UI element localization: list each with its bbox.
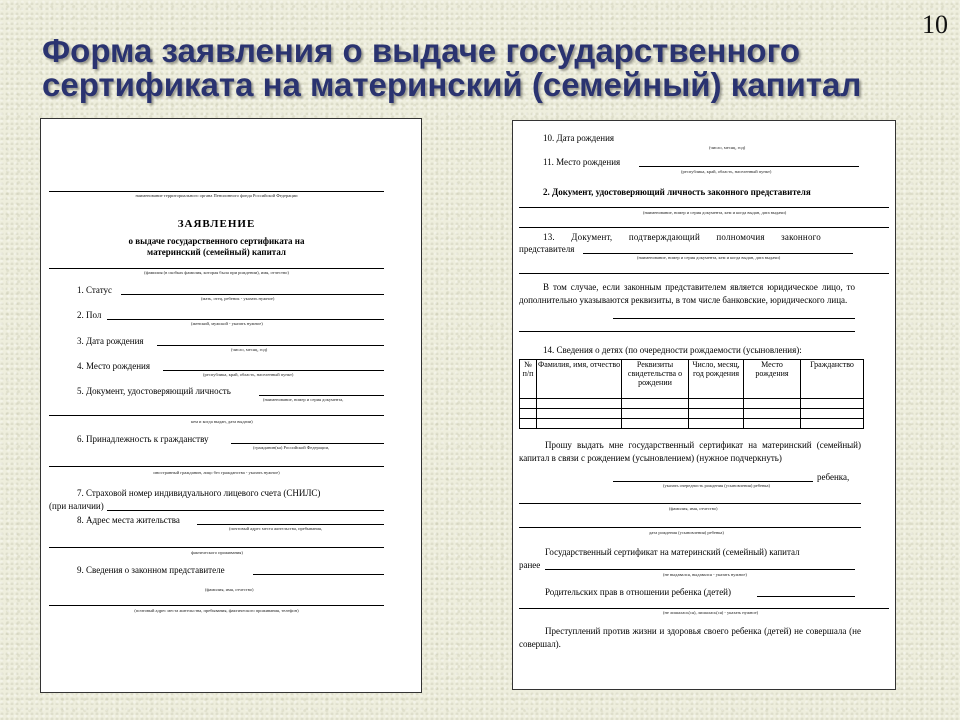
address-label: 8. Адрес места жительства [77,515,180,525]
parental-caption: (не лишалась(ся), лишалась(ся) - указать нужное) [663,610,759,615]
col-birthdate: Число, месяц, год рождения [689,360,744,399]
slide-number: 10 [922,10,948,39]
item12-label: 2. Документ, удостоверяющий личность законного представителя [543,187,811,197]
parental-label: Родительских прав в отношении ребенка (детей) [545,587,731,597]
crime-paragraph: Преступлений против жизни и здоровья своего ребенка (детей) не совершала (не совершал). [519,626,861,649]
item10-label: 10. Дата рождения [543,133,615,143]
sex-label: 2. Пол [77,310,102,320]
item13-line-2: представителя [519,244,575,254]
snils-label-2: (при наличии) [49,501,104,511]
title-line-1: Форма заявления о выдаче государственного [42,32,801,69]
certificate-caption: (не выдавался, выдавался - указать нужное) [663,572,747,577]
item13-line-1: 13. Документ, подтверждающий полномочия законного [543,232,822,242]
citizenship-caption-2: иностранный гражданин, лицо без гражданства - указать нужное) [153,470,280,475]
sex-caption: (женский, мужской - указать нужное) [191,321,263,326]
birthplace-label: 4. Место рождения [77,361,151,371]
form-heading: ЗАЯВЛЕНИЕ [177,218,256,230]
table-row[interactable] [520,409,864,419]
children-title: 14. Сведения о детях (по очередности рождаемости (усыновления): [543,345,802,355]
citizenship-label: 6. Принадлежность к гражданству [77,434,209,444]
id-document-caption: (наименование, номер и серия документа, [263,397,344,402]
item10-caption: (число, месяц, год) [709,145,746,150]
form-subheading-1: о выдаче государственного сертификата на [128,236,305,246]
birthdate-label: 3. Дата рождения [77,336,144,346]
request-end: ребенка, [817,472,850,482]
form-page-1 [40,118,422,693]
item11-caption: (республика, край, область, населенный пункт) [681,169,772,174]
authority-caption: наименование территориального органа Пенсионного фонда Российской Федерации [135,193,298,198]
certificate-line-2: ранее [519,560,541,570]
request-caption: (указать очередность рождения (усыновления) ребенка) [663,483,770,488]
child-fio-caption: (фамилия, имя, отчество) [669,506,718,511]
col-number: № п/п [520,360,537,399]
col-birthplace: Место рождения [744,360,801,399]
address-caption-2: фактического проживания) [191,550,243,555]
fio-caption: (фамилия (в скобках фамилия, которая была при рождении), имя, отчество) [144,270,289,275]
form-subheading-2: материнский (семейный) капитал [147,247,286,257]
representative-caption-2: (почтовый адрес места жительства, пребывания, фактического проживания, телефон) [134,608,299,613]
representative-caption: (фамилия, имя, отчество) [205,587,254,592]
slide-title [42,34,902,102]
item13-caption: (наименование, номер и серия документа, кем и когда выдан, дата выдачи) [637,255,781,260]
table-header-row [520,360,864,399]
item11-label: 11. Место рождения [543,157,621,167]
status-label: 1. Статус [77,285,112,295]
table-row[interactable] [520,419,864,429]
table-row[interactable] [520,399,864,409]
id-document-caption-2: кем и когда выдан, дата выдачи) [191,419,253,424]
col-citizenship: Гражданство [801,360,864,399]
children-table [519,359,864,429]
citizenship-caption: (гражданин(ка) Российской Федерации, [253,445,330,450]
id-document-label: 5. Документ, удостоверяющий личность [77,386,231,396]
col-fio: Фамилия, имя, отчество [537,360,622,399]
title-line-2: сертификата на материнский (семейный) капитал [42,66,862,103]
birthplace-caption: (республика, край, область, населенный пункт) [203,372,294,377]
birthdate-caption: (число, месяц, год) [231,347,268,352]
representative-label: 9. Сведения о законном представителе [77,565,225,575]
snils-label: 7. Страховой номер индивидуального лицевого счета (СНИЛС) [77,488,321,498]
request-paragraph: Прошу выдать мне государственный сертификат на материнский (семейный) капитал в связи с рождением (усыновлением) (нужное подчеркнуть) [519,440,861,463]
status-caption: (мать, отец, ребенок - указать нужное) [201,296,275,301]
address-caption: (почтовый адрес места жительства, пребывания, [229,526,323,531]
item12-caption: (наименование, номер и серия документа, кем и когда выдан, дата выдачи) [643,210,787,215]
form-page-2 [512,120,896,690]
col-certificate: Реквизиты свидетельства о рождении [622,360,689,399]
child-birth-caption: дата рождения (усыновления) ребенка) [649,530,724,535]
certificate-text: Государственный сертификат на материнский (семейный) капитал [545,547,800,557]
legal-entity-paragraph: В том случае, если законным представителем является юридическое лицо, то дополнительно указываются реквизиты, в том числе банковские, юридического лица. [519,282,855,305]
